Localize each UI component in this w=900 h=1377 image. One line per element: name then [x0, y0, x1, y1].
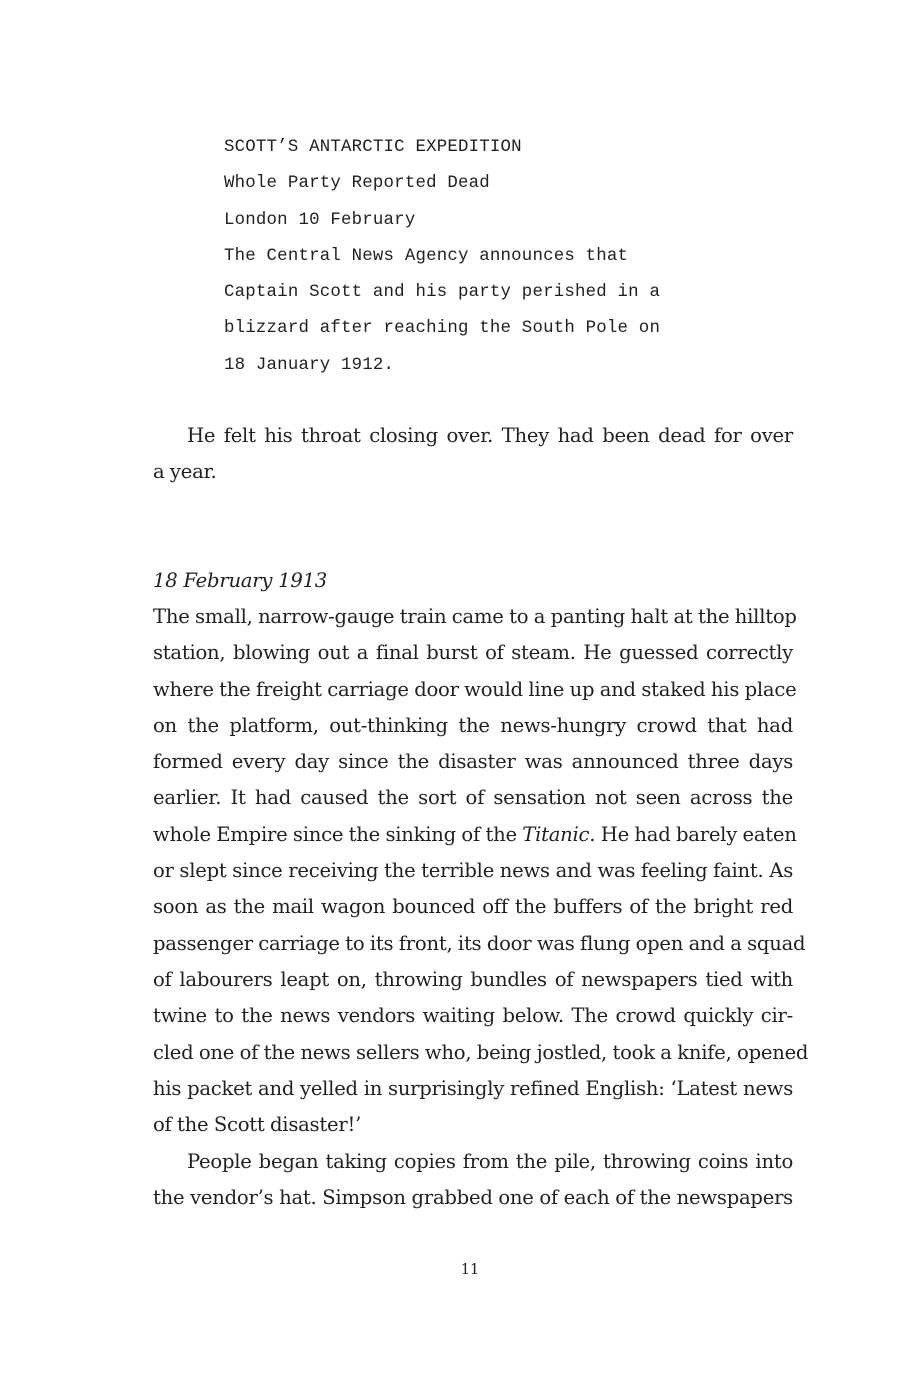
- paragraph-line: where the freight carriage door would line up and staked his place: [153, 677, 797, 701]
- paragraph-line: the vendor’s hat. Simpson grabbed one of each of the newspapers: [153, 1186, 793, 1210]
- paragraph-line: The small, narrow-gauge train came to a panting halt at the hilltop: [153, 605, 797, 628]
- page-number: 11: [460, 1262, 480, 1278]
- paragraph-line: People began taking copies from the pile, throwing coins into: [187, 1150, 793, 1173]
- paragraph-3: [153, 1144, 793, 1217]
- ship-name-italic: Titanic: [522, 822, 590, 846]
- paragraph-line: He felt his throat closing over. They had been dead for over: [187, 424, 793, 447]
- telegram-block: [224, 130, 744, 384]
- telegram-body-line: 18 January 1912.: [224, 355, 395, 375]
- telegram-body-line: Captain Scott and his party perished in a: [224, 283, 661, 303]
- paragraph-1: [153, 418, 793, 491]
- paragraph-line: soon as the mail wagon bounced off the buffers of the bright red: [153, 895, 793, 919]
- paragraph-line: his packet and yelled in surprisingly refined English: ‘Latest news: [153, 1076, 793, 1100]
- telegram-headline: SCOTT’S ANTARCTIC EXPEDITION: [224, 138, 522, 157]
- paragraph-line-titanic: [153, 817, 797, 853]
- line-text: . He had barely eaten: [589, 822, 797, 846]
- paragraph-line: twine to the news vendors waiting below. The crowd quickly cir-: [153, 1004, 793, 1028]
- telegram-dateline: London 10 February: [224, 210, 416, 230]
- paragraph-line: earlier. It had caused the sort of sensation not seen across the: [153, 786, 793, 810]
- paragraph-line: of the Scott disaster!’: [153, 1113, 362, 1137]
- paragraph-2: [153, 599, 809, 1143]
- paragraph-line: cled one of the news sellers who, being jostled, took a knife, opened: [153, 1040, 809, 1064]
- paragraph-line: on the platform, out-thinking the news-hungry crowd that had: [153, 713, 793, 737]
- paragraph-line: station, blowing out a final burst of steam. He guessed correctly: [153, 641, 793, 665]
- paragraph-line: passenger carriage to its front, its door was flung open and a squad: [153, 931, 806, 955]
- paragraph-line: formed every day since the disaster was announced three days: [153, 750, 793, 774]
- line-text: whole Empire since the sinking of the: [153, 822, 523, 846]
- telegram-subheadline: Whole Party Reported Dead: [224, 174, 490, 194]
- paragraph-line: a year.: [153, 460, 217, 484]
- telegram-body-line: blizzard after reaching the South Pole on: [224, 319, 661, 339]
- telegram-body-line: The Central News Agency announces that: [224, 246, 629, 266]
- paragraph-line: or slept since receiving the terrible news and was feeling faint. As: [153, 859, 793, 883]
- paragraph-line: of labourers leapt on, throwing bundles of newspapers tied with: [153, 967, 793, 991]
- section-dateline: 18 February 1913: [153, 569, 328, 592]
